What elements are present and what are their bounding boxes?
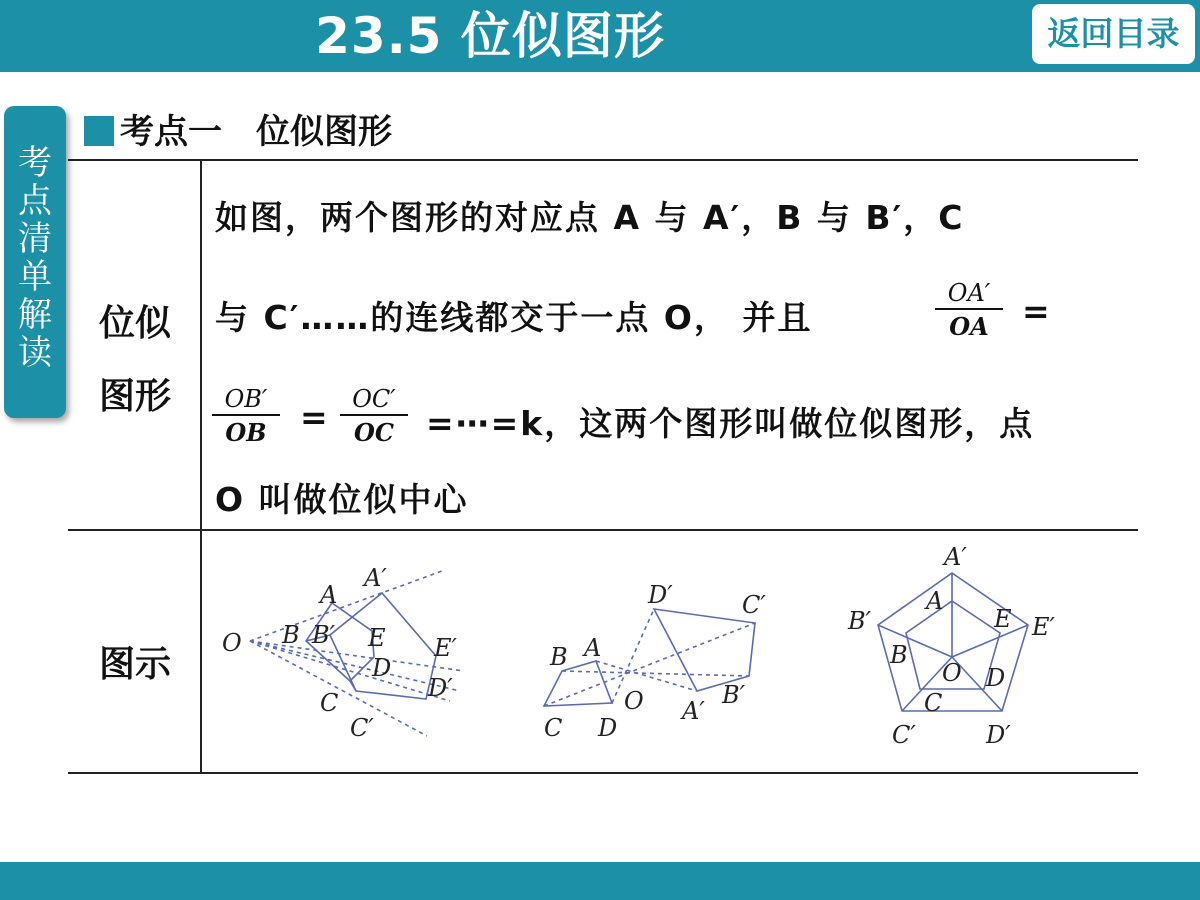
fig1-label-e-prime: E′ xyxy=(434,634,457,662)
square-bullet-icon xyxy=(84,116,114,146)
definition-line-1: 如图，两个图形的对应点 A 与 A′，B 与 B′，C xyxy=(215,198,965,237)
definition-line-3: =⋯=k，这两个图形叫做位似图形，点 xyxy=(426,404,1035,443)
fig1-label-a-prime: A′ xyxy=(364,564,387,592)
definition-line-2: 与 C′……的连线都交于一点 O， 并且 xyxy=(215,298,813,337)
fraction-oc-denominator: OC xyxy=(353,418,394,447)
fig2-label-d: D xyxy=(598,714,618,742)
side-tab-label: 考点清单解读 xyxy=(18,143,52,373)
fraction-oa-denominator: OA xyxy=(949,312,989,341)
fig1-label-c: C xyxy=(320,689,339,717)
row-label-line1: 位似 xyxy=(98,303,171,344)
fig2-label-d-prime: D′ xyxy=(648,581,673,609)
fig3-label-b-prime: B′ xyxy=(848,607,872,635)
definition-line-4: O 叫做位似中心 xyxy=(215,480,469,519)
fig2-label-a: A xyxy=(584,634,602,662)
equals-sign-2: = xyxy=(300,398,328,437)
fraction-ob-numerator: OB′ xyxy=(224,385,268,413)
fraction-oc xyxy=(340,384,408,450)
fig2-label-c-prime: C′ xyxy=(742,591,766,619)
fig3-label-a-prime: A′ xyxy=(944,543,967,571)
table-top-border xyxy=(68,159,1138,161)
fig2-label-o: O xyxy=(624,687,644,715)
fig1-label-b: B xyxy=(282,621,300,649)
fig3-label-a: A xyxy=(926,587,944,615)
footer-bar xyxy=(0,862,1200,900)
fig3-label-d-prime: D′ xyxy=(986,721,1011,749)
fig3-label-c: C xyxy=(924,689,943,717)
fig1-label-c-prime: C′ xyxy=(350,714,374,742)
fig1-label-e: E xyxy=(368,624,386,652)
row-label-similar-figures xyxy=(70,295,200,419)
fraction-oa xyxy=(935,278,1003,344)
fig2-label-a-prime: A′ xyxy=(682,697,705,725)
equals-sign-1: = xyxy=(1022,292,1050,331)
section-title-text: 考点一 位似图形 xyxy=(120,112,392,152)
fig2-label-b-prime: B′ xyxy=(722,681,746,709)
row-label-illustration: 图示 xyxy=(98,644,171,685)
back-to-contents-button[interactable]: 返回目录 xyxy=(1032,4,1195,64)
fig3-label-e: E xyxy=(994,605,1012,633)
fig3-label-c-prime: C′ xyxy=(892,721,916,749)
fig1-label-o: O xyxy=(222,629,242,657)
fig3-label-d: D xyxy=(986,664,1006,692)
fig3-label-o: O xyxy=(942,659,962,687)
page-title: 23.5 位似图形 xyxy=(315,7,665,65)
fig1-label-d: D xyxy=(372,654,392,682)
side-tab-key-points[interactable] xyxy=(4,106,66,418)
fraction-oc-numerator: OC′ xyxy=(352,385,396,413)
fig2-label-c: C xyxy=(544,714,563,742)
fig1-label-b-prime: B′ xyxy=(312,621,336,649)
fig3-label-b: B xyxy=(890,641,908,669)
table-bottom-border xyxy=(68,772,1138,774)
fraction-ob-denominator: OB xyxy=(225,418,267,447)
fig3-label-e-prime: E′ xyxy=(1032,613,1055,641)
figure-1-pentagons xyxy=(250,571,464,736)
fig2-label-b: B xyxy=(550,643,568,671)
row-label-line2: 图形 xyxy=(98,376,171,417)
similar-figures-illustration xyxy=(202,531,1138,771)
fig1-label-a: A xyxy=(320,581,338,609)
fig1-label-d-prime: D′ xyxy=(428,674,453,702)
section-heading xyxy=(84,108,392,156)
fraction-oa-numerator: OA′ xyxy=(947,279,991,307)
fraction-ob xyxy=(212,384,280,450)
